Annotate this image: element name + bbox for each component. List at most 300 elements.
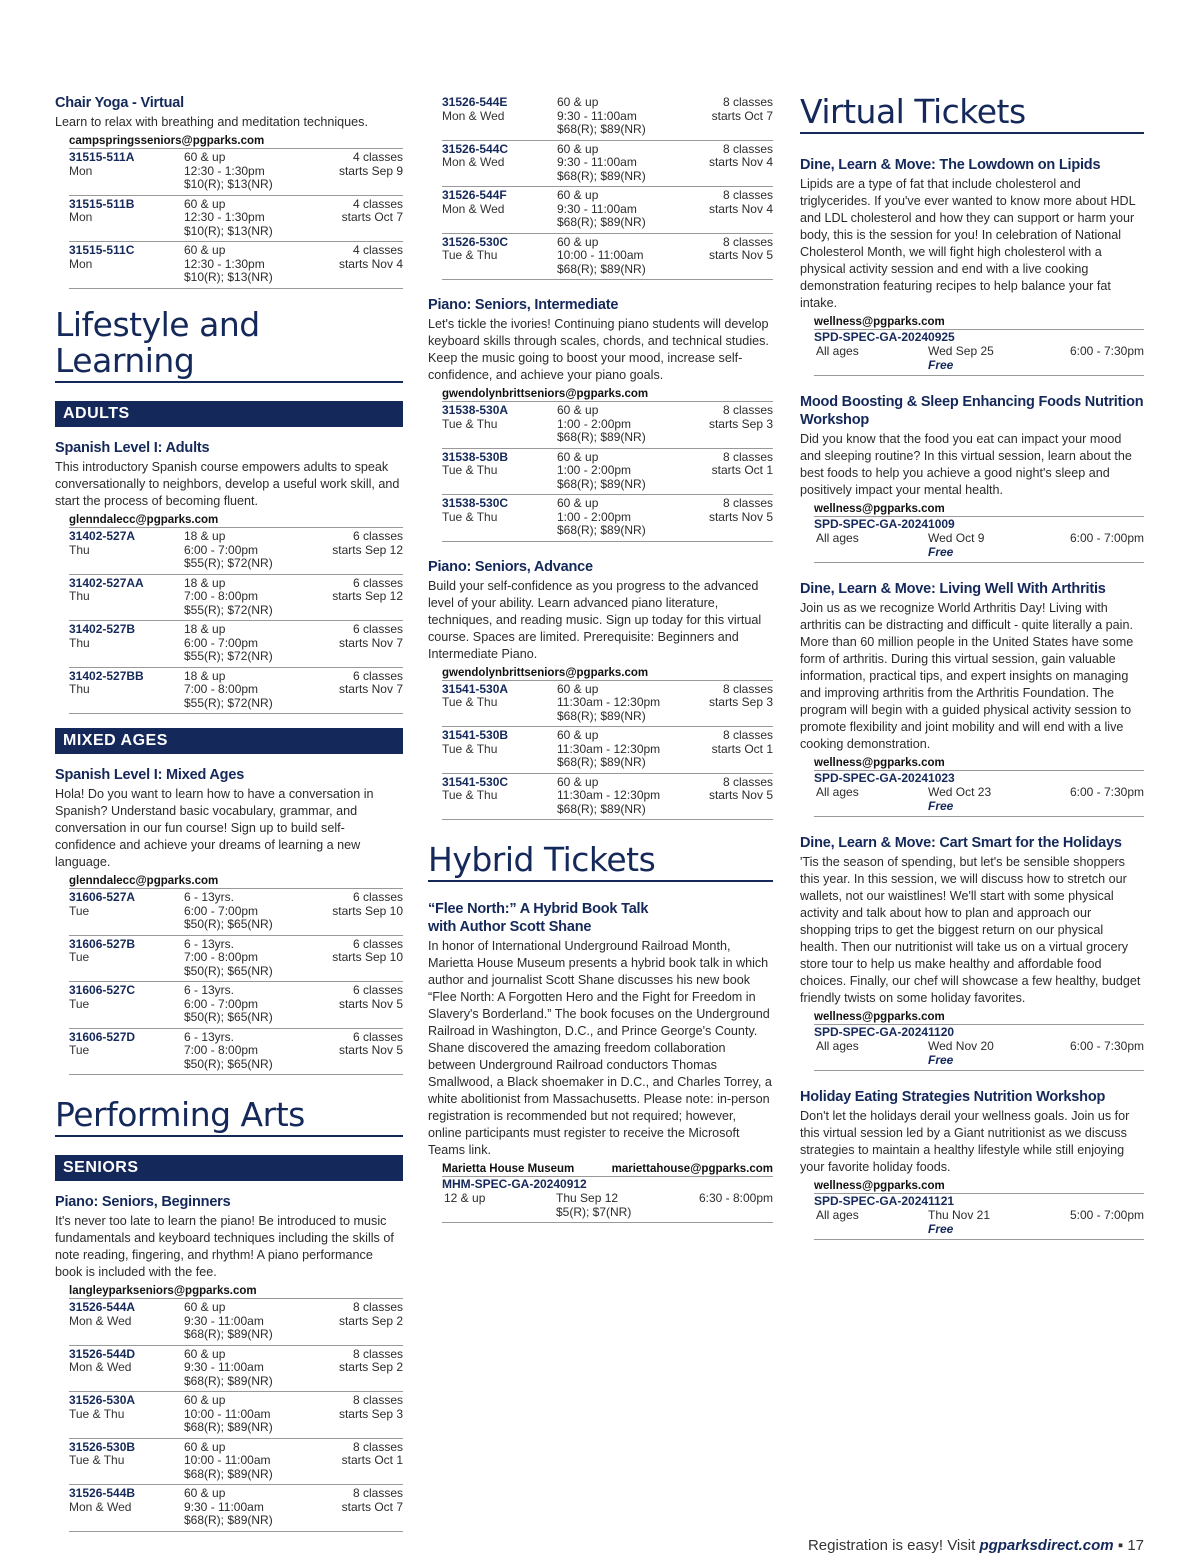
class-start: starts Nov 5	[708, 509, 773, 524]
event-details	[442, 1191, 773, 1223]
class-row	[69, 528, 403, 575]
column-1	[55, 94, 403, 1546]
event-details	[814, 344, 1144, 376]
class-age: 60 & up	[557, 728, 599, 742]
class-time: 12:30 - 1:30pm	[184, 210, 265, 224]
class-age: 60 & up	[184, 1300, 226, 1315]
event-details	[814, 531, 1144, 563]
class-days: Mon & Wed	[69, 1313, 132, 1328]
event-date: Wed Oct 9	[928, 531, 985, 546]
class-days: Tue	[69, 950, 90, 965]
event-code: SPD-SPEC-GA-20241120	[814, 1025, 955, 1040]
class-row	[69, 196, 403, 243]
class-fee: $68(R); $89(NR)	[184, 1513, 273, 1528]
class-age: 18 & up	[184, 529, 226, 544]
class-rows	[55, 149, 403, 289]
class-start: starts Sep 3	[708, 416, 773, 431]
class-age: 60 & up	[557, 234, 599, 249]
class-fee: $68(R); $89(NR)	[557, 523, 646, 537]
class-start: starts Sep 3	[708, 695, 773, 709]
class-time: 6:00 - 7:00pm	[184, 996, 259, 1011]
class-start: starts Sep 2	[338, 1313, 403, 1328]
event-date: Thu Sep 12	[556, 1191, 619, 1206]
event-title: “Flee North:” A Hybrid Book Talk with Author Scott Shane	[428, 901, 649, 936]
class-code[interactable]: 31526-530C	[442, 234, 509, 249]
class-rows	[55, 1299, 403, 1532]
class-age: 6 - 13yrs.	[184, 890, 235, 905]
contact-email[interactable]: glenndalecc@pgparks.com	[69, 514, 403, 528]
event-time: 6:00 - 7:30pm	[1069, 344, 1144, 359]
course-piano-advance	[428, 558, 773, 821]
section-heading-lifestyle: Lifestyle and Learning	[55, 307, 403, 384]
event-code: MHM-SPEC-GA-20240912	[442, 1177, 587, 1192]
class-row	[69, 982, 403, 1029]
class-start: starts Nov 5	[708, 248, 773, 262]
class-count: 8 classes	[722, 728, 773, 742]
event-code: SPD-SPEC-GA-20241121	[814, 1194, 955, 1209]
class-age: 18 & up	[184, 622, 226, 637]
class-code[interactable]: 31526-544E	[442, 95, 508, 109]
class-code[interactable]: 31606-527B	[69, 936, 136, 951]
class-code[interactable]: 31538-530C	[442, 496, 509, 510]
class-row	[69, 936, 403, 983]
venue-contact	[442, 1163, 773, 1177]
course-description: Hola! Do you want to learn how to have a conversation in Spanish? Understand basic vocabulary, grammar, and conversation in our fun course! Sign up to build self-confidence and achieve your dreams of learning a new language.	[55, 787, 374, 870]
event-description: In honor of International Underground Railroad Month, Marietta House Museum presents a hybrid book talk in which author and journalist Scott Shane discusses his new book “Flee North: A Forgotten Hero and the Fight for Freedom in Slavery's Borderland.” The book focuses on the Underground Railroad in Washington, D.C., and Prince George's County. Shane discovered the amazing freedom collaboration between Underground Railroad conductors Thomas Smallwood, a Black shoemaker in D.C., and Charles Torrey, a white abolitionist from Massachusetts. Please note: in-person registration is recommended but not required; however, online participants must register to receive the Microsoft Teams link.	[428, 939, 772, 1158]
class-age: 60 & up	[557, 681, 599, 696]
class-age: 60 & up	[557, 403, 599, 417]
class-code[interactable]: 31526-544F	[442, 188, 507, 202]
event-fee: Free	[928, 358, 954, 373]
class-row	[442, 774, 773, 821]
class-age: 60 & up	[184, 243, 226, 257]
class-days: Mon & Wed	[442, 155, 505, 169]
event-date: Wed Oct 23	[928, 785, 992, 800]
event-time: 6:30 - 8:00pm	[698, 1191, 773, 1206]
event-code: SPD-SPEC-GA-20241023	[814, 771, 955, 786]
contact-email[interactable]: wellness@pgparks.com	[814, 1180, 1144, 1194]
event-age: All ages	[816, 1208, 859, 1223]
class-days: Mon & Wed	[69, 1499, 132, 1514]
class-rows	[428, 94, 773, 280]
event-title: Mood Boosting & Sleep Enhancing Foods Nutrition Workshop	[800, 394, 1144, 429]
class-count: 8 classes	[722, 449, 773, 464]
event-title: Dine, Learn & Move: Living Well With Arthritis	[800, 581, 1106, 598]
class-count: 4 classes	[352, 150, 403, 164]
class-start: starts Nov 5	[338, 996, 403, 1011]
class-code[interactable]: 31526-544C	[442, 141, 509, 156]
class-days: Mon & Wed	[69, 1360, 132, 1375]
class-start: starts Nov 4	[708, 201, 773, 216]
class-row	[69, 575, 403, 622]
contact-email[interactable]: wellness@pgparks.com	[814, 503, 1144, 517]
class-row	[442, 449, 773, 496]
class-rows	[428, 681, 773, 821]
virtual-event	[800, 156, 1144, 376]
class-code[interactable]: 31526-530B	[69, 1439, 136, 1454]
class-age: 60 & up	[184, 196, 226, 211]
course-title: Spanish Level I: Adults	[55, 440, 210, 457]
class-code[interactable]: 31515-511B	[69, 196, 135, 211]
class-code[interactable]: 31402-527A	[69, 529, 136, 544]
class-age: 6 - 13yrs.	[184, 1029, 235, 1044]
event-details	[814, 1208, 1144, 1240]
class-count: 8 classes	[722, 774, 773, 789]
section-heading-performing: Performing Arts	[55, 1097, 403, 1137]
class-time: 9:30 - 11:00am	[557, 201, 637, 216]
class-fee: $68(R); $89(NR)	[557, 122, 646, 136]
class-code[interactable]: 31526-544A	[69, 1300, 136, 1315]
venue-name: Marietta House Museum	[442, 1163, 575, 1176]
course-title: Piano: Seniors, Intermediate	[428, 297, 619, 313]
class-fee: $10(R); $13(NR)	[184, 177, 273, 191]
class-row	[69, 1485, 403, 1532]
event-age: All ages	[816, 344, 859, 359]
class-time: 7:00 - 8:00pm	[184, 1043, 259, 1058]
class-days: Tue & Thu	[442, 509, 498, 524]
class-code[interactable]: 31402-527BB	[69, 668, 144, 683]
class-time: 11:30am - 12:30pm	[557, 788, 661, 802]
virtual-event	[800, 580, 1144, 817]
class-row	[69, 621, 403, 668]
course-description: Learn to relax with breathing and meditation techniques.	[55, 115, 368, 129]
class-days: Mon	[69, 256, 93, 271]
event-date: Wed Sep 25	[928, 344, 994, 359]
class-time: 7:00 - 8:00pm	[184, 950, 259, 965]
class-start: starts Nov 7	[338, 682, 403, 697]
class-count: 6 classes	[352, 1029, 403, 1044]
class-time: 10:00 - 11:00am	[184, 1453, 271, 1468]
class-code[interactable]: 31538-530A	[442, 403, 509, 417]
class-start: starts Nov 4	[708, 155, 773, 169]
class-row	[442, 234, 773, 281]
class-row	[69, 149, 403, 196]
contact-email[interactable]: langleyparkseniors@pgparks.com	[69, 1285, 403, 1299]
class-start: starts Nov 7	[338, 635, 403, 650]
class-start: starts Oct 7	[341, 210, 403, 224]
class-count: 8 classes	[722, 234, 773, 249]
class-code[interactable]: 31515-511C	[69, 243, 135, 257]
class-code[interactable]: 31606-527C	[69, 983, 136, 998]
class-start: starts Nov 4	[338, 256, 403, 271]
class-days: Tue & Thu	[442, 741, 498, 756]
class-row	[442, 187, 773, 234]
event-title: Dine, Learn & Move: Cart Smart for the Holidays	[800, 835, 1122, 852]
class-fee: $68(R); $89(NR)	[557, 168, 646, 183]
class-row	[69, 1029, 403, 1076]
column-2	[428, 94, 773, 1237]
event-time: 6:00 - 7:30pm	[1069, 785, 1144, 800]
class-start: starts Nov 5	[708, 788, 773, 802]
class-fee: $50(R); $65(NR)	[184, 1010, 273, 1025]
course-title: Piano: Seniors, Advance	[428, 558, 593, 575]
course-title: Piano: Seniors, Beginners	[55, 1194, 231, 1211]
class-code[interactable]: 31402-527B	[69, 622, 136, 637]
class-fee: $68(R); $89(NR)	[184, 1373, 273, 1388]
class-row	[69, 1439, 403, 1486]
class-fee: $50(R); $65(NR)	[184, 917, 273, 932]
class-days: Tue & Thu	[69, 1453, 125, 1468]
virtual-event	[800, 834, 1144, 1071]
class-time: 10:00 - 11:00am	[557, 248, 644, 262]
class-code[interactable]: 31606-527A	[69, 890, 136, 905]
class-count: 8 classes	[352, 1300, 403, 1315]
class-row	[442, 727, 773, 774]
class-days: Tue & Thu	[442, 463, 498, 477]
class-days: Thu	[69, 682, 90, 697]
class-fee: $68(R); $89(NR)	[557, 261, 646, 276]
class-age: 6 - 13yrs.	[184, 983, 235, 998]
page-footer	[808, 1537, 1144, 1554]
class-row	[69, 1392, 403, 1439]
class-fee: $50(R); $65(NR)	[184, 1056, 273, 1071]
class-row	[69, 1299, 403, 1346]
class-age: 6 - 13yrs.	[184, 936, 235, 951]
footer-text: Registration is easy! Visit	[807, 1537, 980, 1554]
event-age: All ages	[816, 785, 859, 800]
class-count: 6 classes	[352, 575, 403, 590]
class-row	[69, 889, 403, 936]
class-rows	[428, 402, 773, 542]
class-code[interactable]: 31538-530B	[442, 449, 509, 464]
class-days: Tue & Thu	[442, 788, 498, 802]
class-time: 12:30 - 1:30pm	[184, 256, 265, 271]
class-days: Tue	[69, 1043, 90, 1058]
class-age: 60 & up	[557, 774, 599, 789]
class-age: 60 & up	[184, 1393, 226, 1408]
class-age: 60 & up	[557, 141, 599, 156]
class-age: 18 & up	[184, 668, 226, 683]
contact-email[interactable]: gwendolynbrittseniors@pgparks.com	[442, 388, 773, 402]
contact-email[interactable]: campspringsseniors@pgparks.com	[69, 135, 403, 149]
virtual-event	[800, 1088, 1144, 1240]
class-fee: $68(R); $89(NR)	[557, 801, 646, 816]
class-days: Tue & Thu	[69, 1406, 125, 1421]
class-days: Tue & Thu	[442, 248, 498, 262]
event-fee: Free	[928, 545, 954, 560]
class-count: 4 classes	[352, 196, 403, 211]
class-count: 8 classes	[352, 1346, 403, 1361]
class-time: 6:00 - 7:00pm	[184, 542, 259, 557]
class-row	[442, 681, 773, 728]
event-description: 'Tis the season of spending, but let's be sensible shoppers this year. In this session, we will discuss how to stretch our wallets, not our waistlines! We'll start with some physical activity and talk about how to plan and approach our shopping trips to get the biggest return on our physical health. Then our nutritionist will take us on a virtual grocery store tour to help us make healthy and affordable food choices. Finally, our chef will showcase a few healthy, budget friendly twists on some holiday favorites.	[800, 855, 1141, 1006]
class-start: starts Nov 5	[338, 1043, 403, 1058]
event-date: Thu Nov 21	[928, 1208, 991, 1223]
contact-email[interactable]: wellness@pgparks.com	[814, 757, 1144, 771]
class-time: 11:30am - 12:30pm	[557, 695, 661, 709]
class-rows	[55, 528, 403, 714]
class-code[interactable]: 31526-544D	[69, 1346, 136, 1361]
class-code[interactable]: 31541-530A	[442, 681, 509, 696]
class-fee: $55(R); $72(NR)	[184, 695, 273, 710]
class-days: Mon	[69, 210, 93, 224]
class-start: starts Sep 2	[338, 1360, 403, 1375]
class-time: 9:30 - 11:00am	[184, 1499, 264, 1514]
contact-email[interactable]: wellness@pgparks.com	[814, 1011, 1144, 1025]
class-age: 60 & up	[557, 496, 599, 510]
class-time: 9:30 - 11:00am	[557, 108, 637, 123]
class-count: 6 classes	[352, 622, 403, 637]
event-time: 5:00 - 7:00pm	[1069, 1208, 1144, 1223]
course-title: Chair Yoga - Virtual	[55, 95, 184, 111]
class-start: starts Sep 12	[332, 589, 403, 604]
class-fee: $68(R); $89(NR)	[557, 708, 646, 723]
event-flee-north	[428, 900, 773, 1223]
age-band-seniors: SENIORS	[55, 1155, 403, 1181]
class-time: 1:00 - 2:00pm	[557, 463, 632, 477]
class-fee: $68(R); $89(NR)	[184, 1327, 273, 1342]
virtual-events-list	[800, 156, 1144, 1240]
class-age: 60 & up	[557, 95, 599, 109]
footer-link[interactable]: pgparksdirect.com	[979, 1537, 1114, 1554]
class-start: starts Sep 12	[332, 542, 403, 557]
class-count: 6 classes	[352, 529, 403, 544]
class-code[interactable]: 31526-544B	[69, 1486, 136, 1501]
class-row	[442, 402, 773, 449]
class-fee: $55(R); $72(NR)	[184, 602, 273, 617]
contact-email[interactable]: mariettahouse@pgparks.com	[611, 1163, 773, 1176]
class-row	[442, 94, 773, 141]
class-time: 1:00 - 2:00pm	[557, 416, 632, 431]
class-code[interactable]: 31541-530B	[442, 728, 509, 742]
event-age: 12 & up	[444, 1191, 486, 1206]
class-code[interactable]: 31541-530C	[442, 774, 509, 789]
event-title: Holiday Eating Strategies Nutrition Workshop	[800, 1089, 1106, 1106]
class-start: starts Oct 1	[341, 1453, 403, 1468]
course-title: Spanish Level I: Mixed Ages	[55, 767, 245, 784]
class-count: 8 classes	[722, 95, 773, 109]
class-count: 8 classes	[722, 141, 773, 156]
class-time: 9:30 - 11:00am	[557, 155, 637, 169]
event-time: 6:00 - 7:30pm	[1069, 1039, 1144, 1054]
class-time: 6:00 - 7:00pm	[184, 903, 259, 918]
class-rows	[55, 889, 403, 1075]
course-piano-beginners-continued	[428, 94, 773, 280]
class-fee: $55(R); $72(NR)	[184, 649, 273, 664]
class-fee: $50(R); $65(NR)	[184, 963, 273, 978]
virtual-event	[800, 393, 1144, 563]
event-age: All ages	[816, 531, 859, 546]
event-time: 6:00 - 7:00pm	[1069, 531, 1144, 546]
event-code: SPD-SPEC-GA-20241009	[814, 517, 955, 532]
event-description: Don't let the holidays derail your wellness goals. Join us for this virtual session led by a Giant nutritionist as we discuss strategies to maintain a healthy lifestyle while still enjoying your favorite holiday foods.	[800, 1109, 1130, 1175]
class-days: Thu	[69, 635, 90, 650]
course-description: This introductory Spanish course empowers adults to speak conversationally to neighbors, develop a useful work skill, and start the process of becoming fluent.	[55, 460, 400, 509]
class-count: 6 classes	[352, 936, 403, 951]
class-row	[442, 495, 773, 542]
class-fee: $68(R); $89(NR)	[557, 755, 646, 769]
course-description: Let's tickle the ivories! Continuing piano students will develop keyboard skills through scales, chords, and technical studies. Keep the music going to boost your mood, increase self-confidence, and achieve your piano goals.	[428, 317, 769, 382]
class-count: 6 classes	[352, 668, 403, 683]
class-fee: $55(R); $72(NR)	[184, 556, 273, 571]
class-count: 6 classes	[352, 983, 403, 998]
section-heading-virtual: Virtual Tickets	[800, 94, 1144, 134]
class-start: starts Sep 10	[332, 903, 403, 918]
event-fee: Free	[928, 1222, 954, 1237]
event-fee: $5(R); $7(NR)	[556, 1205, 632, 1220]
course-chair-yoga	[55, 94, 403, 289]
class-start: starts Oct 7	[711, 108, 773, 123]
event-details	[814, 785, 1144, 817]
course-piano-intermediate	[428, 296, 773, 542]
contact-email[interactable]: wellness@pgparks.com	[814, 316, 1144, 330]
class-days: Thu	[69, 589, 90, 604]
class-count: 8 classes	[722, 496, 773, 510]
event-age: All ages	[816, 1039, 859, 1054]
class-start: starts Sep 10	[332, 950, 403, 965]
column-3	[800, 94, 1144, 1257]
class-age: 60 & up	[557, 449, 599, 464]
class-age: 60 & up	[184, 1486, 226, 1501]
class-count: 8 classes	[352, 1486, 403, 1501]
contact-email[interactable]: glenndalecc@pgparks.com	[69, 875, 403, 889]
class-count: 8 classes	[722, 188, 773, 202]
class-fee: $68(R); $89(NR)	[557, 476, 646, 491]
class-code[interactable]: 31526-530A	[69, 1393, 136, 1408]
class-days: Thu	[69, 542, 90, 557]
class-days: Mon & Wed	[442, 108, 505, 123]
class-days: Tue	[69, 903, 90, 918]
class-days: Mon	[69, 163, 93, 178]
class-time: 10:00 - 11:00am	[184, 1406, 271, 1421]
class-fee: $68(R); $89(NR)	[557, 430, 646, 444]
event-title: Dine, Learn & Move: The Lowdown on Lipids	[800, 157, 1101, 174]
class-start: starts Sep 9	[338, 163, 403, 178]
class-start: starts Oct 7	[341, 1499, 403, 1514]
class-time: 7:00 - 8:00pm	[184, 589, 259, 604]
event-details	[814, 1039, 1144, 1071]
class-time: 11:30am - 12:30pm	[557, 741, 661, 756]
class-time: 9:30 - 11:00am	[184, 1360, 264, 1375]
class-age: 18 & up	[184, 575, 226, 590]
class-age: 60 & up	[184, 150, 226, 164]
class-days: Mon & Wed	[442, 201, 505, 216]
event-fee: Free	[928, 799, 954, 814]
class-time: 12:30 - 1:30pm	[184, 163, 265, 178]
class-start: starts Oct 1	[711, 463, 773, 477]
course-description: Build your self-confidence as you progress to the advanced level of your ability. Learn advanced piano literature, techniques, and reading music. Sign up today for this virtual course. Spaces are limited. Prerequisite: Beginners and Intermediate Piano.	[428, 578, 762, 661]
class-code[interactable]: 31515-511A	[69, 150, 135, 164]
event-code: SPD-SPEC-GA-20240925	[814, 330, 955, 345]
class-fee: $68(R); $89(NR)	[557, 215, 646, 229]
class-days: Tue	[69, 996, 90, 1011]
class-time: 6:00 - 7:00pm	[184, 635, 259, 650]
class-fee: $68(R); $89(NR)	[184, 1466, 273, 1481]
class-start: starts Oct 1	[711, 741, 773, 756]
class-time: 9:30 - 11:00am	[184, 1313, 264, 1328]
class-age: 60 & up	[557, 188, 599, 202]
class-fee: $10(R); $13(NR)	[184, 270, 273, 284]
class-row	[442, 141, 773, 188]
class-row	[69, 668, 403, 715]
class-count: 8 classes	[722, 403, 773, 417]
class-row	[69, 1346, 403, 1393]
event-description: Lipids are a type of fat that include cholesterol and triglycerides. If you've ever wanted to know more about HDL and LDL cholesterol and how they can support or harm your body, this is the session for you! In celebration of National Cholesterol Month, we will fight high cholesterol with a physical activity session and end with a live cooking demonstration featuring recipes to help balance your fat intake.	[800, 177, 1136, 311]
class-age: 60 & up	[184, 1439, 226, 1454]
section-heading-hybrid: Hybrid Tickets	[428, 842, 773, 882]
contact-email[interactable]: gwendolynbrittseniors@pgparks.com	[442, 667, 773, 681]
class-time: 1:00 - 2:00pm	[557, 509, 632, 524]
course-description: It's never too late to learn the piano! Be introduced to music fundamentals and keyboard techniques including the skills of note reading, fingering, and rhythm! A piano performance book is included with the fee.	[55, 1214, 394, 1280]
event-fee: Free	[928, 1053, 954, 1068]
class-count: 8 classes	[352, 1393, 403, 1408]
event-description: Did you know that the food you eat can impact your mood and sleeping routine? In this virtual session, learn about the best foods to help you achieve a good night's sleep and positively impact your mental health.	[800, 432, 1132, 498]
class-code[interactable]: 31402-527AA	[69, 575, 144, 590]
age-band-mixed: MIXED AGES	[55, 728, 403, 754]
class-fee: $68(R); $89(NR)	[184, 1420, 273, 1435]
class-code[interactable]: 31606-527D	[69, 1029, 136, 1044]
class-count: 6 classes	[352, 890, 403, 905]
